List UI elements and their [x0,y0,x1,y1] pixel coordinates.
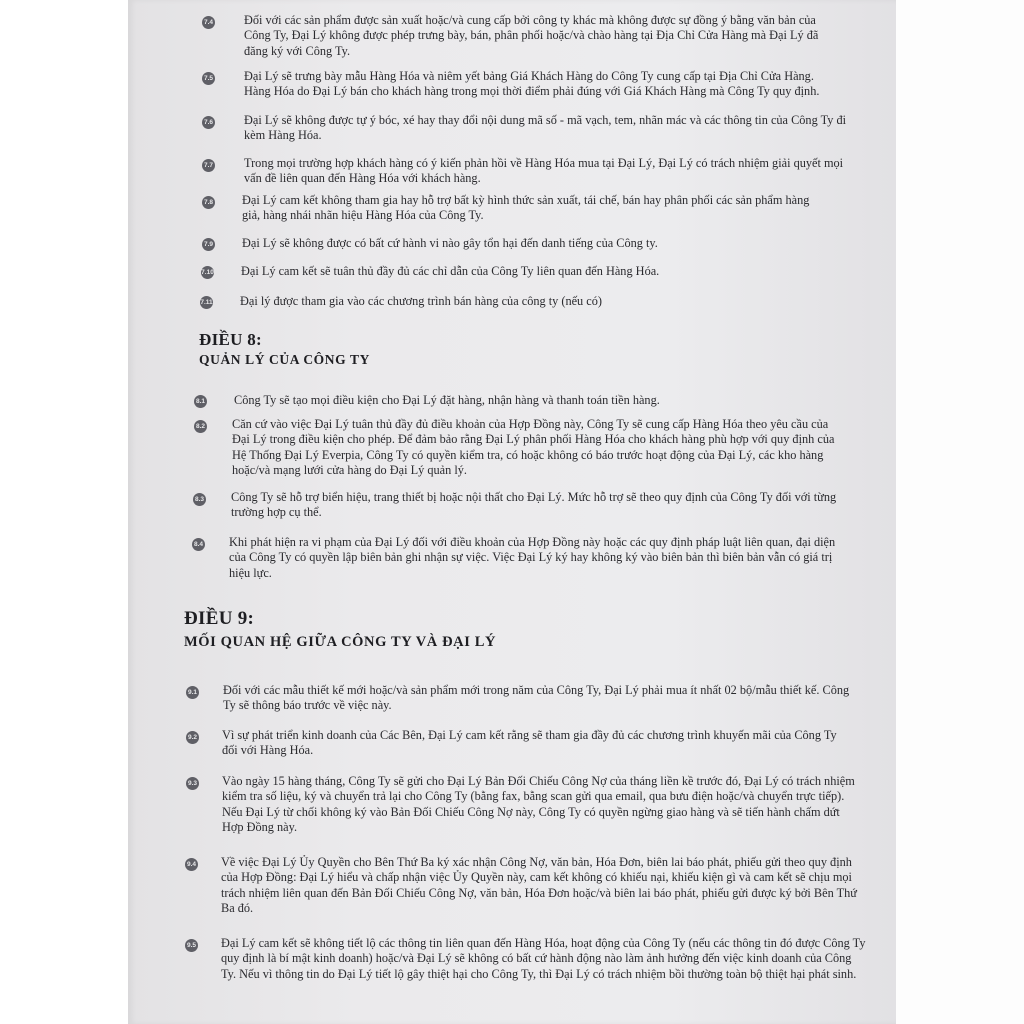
clause-7-6 [203,113,854,144]
clause-8-3 [194,490,846,521]
clause-text: Đại Lý sẽ không được có bất cứ hành vi nào gây tổn hại đến danh tiếng của Công ty. [242,236,658,250]
clause-number-badge: 8.4 [192,538,205,551]
document-page [128,0,896,1024]
clause-number-badge: 7.7 [202,159,215,172]
clause-8-2 [195,417,844,479]
article-9-title: MỐI QUAN HỆ GIỮA CÔNG TY VÀ ĐẠI LÝ [184,634,497,650]
clause-number-badge: 7.6 [202,116,215,129]
clause-text: Căn cứ vào việc Đại Lý tuân thủ đầy đủ điều khoản của Hợp Đồng này, Công Ty sẽ cung cấp Hàng Hóa theo yêu cầu của Đại Lý trong điều kiện cho phép. Để đảm bảo rằng Đại Lý phân phối Hàng Hóa cho khách hàng phù hợp với quy định của Hệ Thống Đại Lý Everpia, Công Ty có quyền kiểm tra, có hoặc không có báo trước hoạt động của Đại Lý, các kho hàng hoặc/và mạng lưới cửa hàng do Đại Lý quản lý. [232,417,835,478]
clause-number-badge: 9.5 [185,939,198,952]
clause-7-10 [201,264,851,279]
clause-text: Công Ty sẽ tạo mọi điều kiện cho Đại Lý đặt hàng, nhận hàng và thanh toán tiền hàng. [234,393,660,407]
clause-text: Đối với các sản phẩm được sản xuất hoặc/và cung cấp bởi công ty khác mà không được sự đồng ý bằng văn bản của Công Ty, Đại Lý không được phép trưng bày, bán, phân phối hoặc/và chào hàng tại Địa Chỉ Cửa Hàng mà Đại Lý đã đăng ký với Công Ty. [244,13,819,58]
clause-text: Đại Lý cam kết không tham gia hay hỗ trợ bất kỳ hình thức sản xuất, tái chế, bán hay phân phối các sản phẩm hàng giả, hàng nhái nhãn hiệu Hàng Hóa của Công Ty. [242,193,810,223]
clause-9-5 [186,936,866,982]
clause-number-badge: 7.4 [202,16,215,29]
article-8-title: QUẢN LÝ CỦA CÔNG TY [199,352,370,367]
clause-9-2 [187,728,854,759]
clause-number-badge: 9.2 [186,731,199,744]
clause-number-badge: 8.2 [194,420,207,433]
clause-8-4 [193,535,849,581]
clause-7-9 [203,236,852,251]
clause-number-badge: 7.10 [201,266,214,279]
clause-text: Đại Lý sẽ trưng bày mẫu Hàng Hóa và niêm yết bảng Giá Khách Hàng do Công Ty cung cấp tại Địa Chỉ Cửa Hàng. Hàng Hóa do Đại Lý bán cho khách hàng trong mọi thời điểm phải đúng với Giá Khách Hàng mà Công Ty quy định. [244,69,820,99]
clause-number-badge: 7.11 [200,296,213,309]
clause-text: Đối với các mẫu thiết kế mới hoặc/và sản phẩm mới trong năm của Công Ty, Đại Lý phải mua ít nhất 02 bộ/mẫu thiết kế. Công Ty sẽ thông báo trước về việc này. [223,683,850,713]
clause-7-4 [203,13,824,59]
clause-number-badge: 7.9 [202,238,215,251]
clause-text: Đại Lý sẽ không được tự ý bóc, xé hay thay đổi nội dung mã số - mã vạch, tem, nhãn mác và các thông tin của Công Ty đi kèm Hàng Hóa. [244,113,847,143]
clause-number-badge: 8.3 [193,493,206,506]
clause-text: Vào ngày 15 hàng tháng, Công Ty sẽ gửi cho Đại Lý Bản Đối Chiếu Công Nợ của tháng liền kề trước đó, Đại Lý có trách nhiệm kiểm tra số liệu, ký và chuyển trả lại cho Công Ty (bằng fax, bằng scan gửi qua email, qua bưu điện hoặc/và chuyển trực tiếp). Nếu Đại Lý từ chối không ký vào Bản Đối Chiếu Công Nợ này, Công Ty có quyền ngừng giao hàng và sẽ tiến hành chấm dứt Hợp Đồng này. [222,774,855,835]
article-8-heading: ĐIỀU 8: [199,330,263,349]
clause-7-8 [203,193,827,224]
clause-text: Khi phát hiện ra vi phạm của Đại Lý đối với điều khoản của Hợp Đồng này hoặc các quy định pháp luật liên quan, đại diện của Công Ty có quyền lập biên bản ghi nhận sự việc. Việc Đại Lý ký hay không ký vào biên bản thì biên bản vẫn có giá trị hiệu lực. [229,535,836,580]
clause-number-badge: 7.5 [202,72,215,85]
clause-text: Về việc Đại Lý Ủy Quyền cho Bên Thứ Ba ký xác nhận Công Nợ, văn bản, Hóa Đơn, biên lai báo phát, phiếu gửi theo quy định của Hợp Đồng: Đại Lý hiểu và chấp nhận việc Ủy Quyền này, cam kết không có khiếu nại, khiếu kiện gì và cam kết sẽ chịu mọi trách nhiệm liên quan đến Bản Đối Chiếu Công Nợ, văn bản, Hóa Đơn hoặc/và biên lai báo phát, phiếu gửi được ký bởi Bên Thứ Ba đó. [221,855,857,916]
clause-text: Đại Lý cam kết sẽ tuân thủ đầy đủ các chỉ dẫn của Công Ty liên quan đến Hàng Hóa. [241,264,660,278]
clause-text: Công Ty sẽ hỗ trợ biển hiệu, trang thiết bị hoặc nội thất cho Đại Lý. Mức hỗ trợ sẽ theo quy định của Công Ty đối với từng trường hợp cụ thể. [231,490,837,520]
clause-8-1 [195,393,834,408]
clause-text: Vì sự phát triển kinh doanh của Các Bên, Đại Lý cam kết rằng sẽ tham gia đầy đủ các chương trình khuyến mãi của Công Ty đối với Hàng Hóa. [222,728,837,758]
clause-number-badge: 9.1 [186,686,199,699]
clause-number-badge: 8.1 [194,395,207,408]
clause-text: Đại Lý cam kết sẽ không tiết lộ các thông tin liên quan đến Hàng Hóa, hoạt động của Công Ty (nếu các thông tin đó được Công Ty quy định là bí mật kinh doanh) hoặc/và Đại Lý sẽ không có bất cứ hành động nào làm ảnh hưởng đến việc kinh doanh của Công Ty. Nếu vì thông tin do Đại Lý tiết lộ gây thiệt hại cho Công Ty, thì Đại Lý có trách nhiệm bồi thường toàn bộ thiệt hại phát sinh. [221,936,866,981]
clause-text: Trong mọi trường hợp khách hàng có ý kiến phản hồi về Hàng Hóa mua tại Đại Lý, Đại Lý có trách nhiệm giải quyết mọi vấn đề liên quan đến Hàng Hóa với khách hàng. [244,156,844,186]
clause-number-badge: 9.4 [185,858,198,871]
clause-number-badge: 9.3 [186,777,199,790]
clause-9-4 [186,855,861,917]
clause-number-badge: 7.8 [202,196,215,209]
clause-text: Đại lý được tham gia vào các chương trình bán hàng của công ty (nếu có) [240,294,602,308]
clause-7-11 [200,294,850,309]
clause-7-7 [203,156,854,187]
clause-9-1 [187,683,855,714]
background-margin [896,0,1024,1024]
article-9-heading: ĐIỀU 9: [184,608,255,629]
clause-7-5 [203,69,834,100]
clause-9-3 [187,774,862,836]
